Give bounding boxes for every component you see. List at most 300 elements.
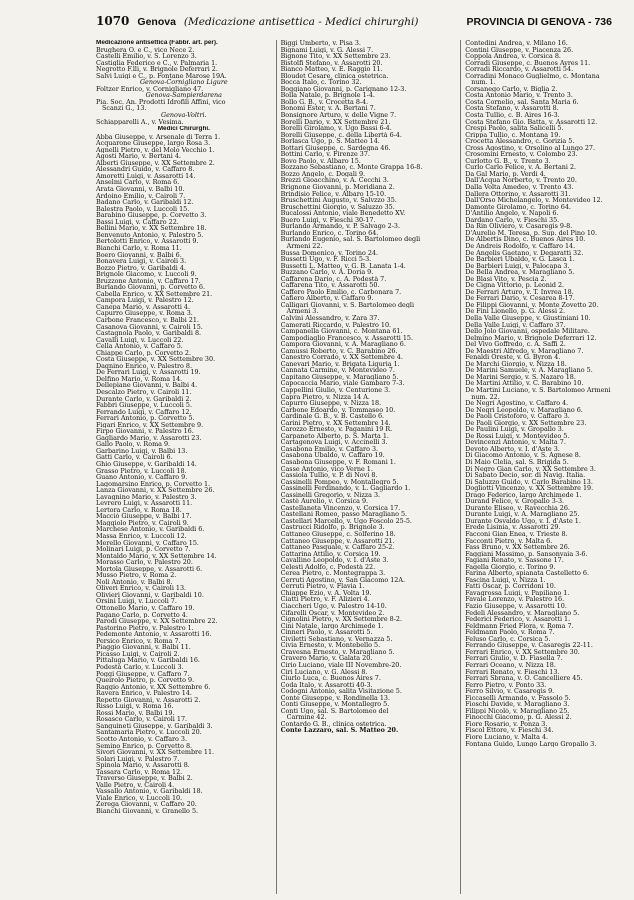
- directory-entry: Fascina Luigi, v. Nizza 1.: [465, 576, 546, 584]
- directory-entry: Cross Agostino, v. Orsolino al Lungo 27.: [465, 144, 595, 152]
- directory-entry: Traverso Giuseppe, v. Balbi 2.: [96, 775, 193, 782]
- directory-entry: Ferro Silvio, v. Casaregis 9.: [465, 688, 555, 695]
- directory-entry: Coda Italo, v. Assarotti 40-3.: [280, 681, 373, 689]
- directory-entry: Buero Luigi, v. Fieschi 30-17.: [280, 216, 376, 224]
- entry-continuation: Armeni 22.: [286, 242, 323, 250]
- directory-entry: De Marchi Giorgio, v. Nizza 18.: [465, 360, 567, 368]
- directory-entry: Carpaneto Alberto, p. S. Marta 1.: [280, 432, 389, 440]
- directory-entry: De Negri Leopoldo, v. Maragliano 6.: [465, 406, 583, 414]
- locality-heading: Genova-Voltri.: [161, 112, 207, 119]
- directory-entry: Cattarina Attilio, v. Corsica 19.: [280, 550, 381, 558]
- directory-entry: Mortola Giuseppe, v. Assarotti 6.: [96, 565, 203, 573]
- directory-entry: Devoto Alberto, v. I. d'Aste 3.: [465, 445, 560, 453]
- directory-entry: Contini Giuseppe, v. Piacenza 26.: [465, 46, 574, 54]
- directory-entry: Canevari Mario, v. Brigata Liguria 1.: [280, 360, 400, 368]
- directory-entry: Capurro Giuseppe, v. Roma 3.: [96, 310, 193, 317]
- directory-entry: Cattaneo Giuseppe, c. Solferino 18.: [280, 531, 396, 538]
- directory-entry: Corsanego Carlo, v. Biglia 2.: [465, 85, 558, 93]
- directory-entry: Barabino Giuseppe, p. Corvetto 3.: [96, 212, 207, 219]
- directory-entry: Dagnino Enrico, v. Palestro 8.: [96, 362, 192, 370]
- directory-entry: De Maestri Alfredo, v. Maragliano 7.: [465, 347, 584, 355]
- directory-entry: Campodiaglio Francesco, v. Assarotti 15.: [280, 334, 414, 342]
- column-1: [96, 40, 277, 894]
- directory-entry: Curlo Carlo Felice, v. A. Bertani 2.: [465, 164, 577, 171]
- directory-entry: Crippa Tullio, c. Montana 19.: [465, 131, 561, 139]
- directory-entry: Ferrari Sbrana, v. O. Cancelliere 45.: [465, 675, 583, 682]
- column-2: [277, 40, 462, 894]
- entry-continuation: Armeni 3.: [286, 308, 319, 315]
- directory-entry: Codogni Antonio, salita Visitazione 5.: [280, 688, 402, 695]
- entry-continuation: num. 1.: [471, 79, 496, 86]
- directory-entry: Ghio Giuseppe, v. Garibaldi 14.: [96, 461, 197, 468]
- directory-entry: Anselmi Carlo, v. Roma 6.: [96, 179, 180, 187]
- directory-entry: Casabona Emilio, v. Caffaro 3.: [280, 445, 379, 453]
- directory-entry: Carbone Francesco, v. Balbi 21.: [96, 316, 199, 324]
- directory-entry: Della Valle Luigi, v. Caffaro 37.: [465, 321, 566, 329]
- directory-entry: Grasso Pietro, v. Luccoli 18.: [96, 467, 187, 475]
- directory-entry: Favagrossa Luigi, v. Papiliano 1.: [465, 589, 570, 597]
- header-province: PROVINCIA DI GENOVA - 736: [466, 16, 612, 28]
- directory-entry: Cartagenova Luigi, v. Accinelli 3.: [280, 439, 388, 446]
- directory-entry: Feluso Carlo, c. Corsica 5.: [465, 635, 551, 643]
- directory-entry: Camussi Roberto, v. C. Barabino 26.: [280, 347, 398, 355]
- directory-entry: Ciri Luciano, v. G. Alessi 8.: [280, 668, 368, 676]
- directory-entry: Agosti Mario, v. Bertani 4.: [96, 153, 181, 160]
- directory-entry: Alessandri Guido, v. Caffaro 8.: [96, 166, 195, 173]
- directory-entry: Carini Pietro, v. XX Settembre 14.: [280, 419, 391, 427]
- locality-heading: Genova-Cornigliano Ligure: [139, 79, 228, 86]
- directory-entry: Brughera O. e C., vico Nece 2.: [96, 46, 195, 54]
- directory-entry: Chiappe Carlo, p. Corvetto 2.: [96, 349, 192, 357]
- directory-entry: Bonsignore Arturo, v. delle Vigne 7.: [280, 112, 397, 119]
- directory-entry: Di Sabato Decio, sor. di Navig. Italia.: [465, 472, 586, 479]
- directory-entry: Badano Carlo, v. Garibaldi 12.: [96, 199, 194, 206]
- directory-entry: De Paoli Cristoforo, v. Caffaro 3.: [465, 413, 570, 420]
- directory-entry: De Blasi Vito, v. Pescia 2.: [465, 275, 547, 283]
- directory-entry: Pagano Carlo, p. Corvetto 4.: [96, 611, 188, 619]
- directory-entry: Del Vivo Goffredo, c. A. Saffi 2.: [465, 341, 566, 348]
- directory-entry: Corradi Riccardo, v. Assarotti 54.: [465, 66, 574, 73]
- directory-entry: Amoretti Luigi, v. Assarotti 14.: [96, 172, 196, 180]
- directory-entry: Guano Antonio, v. Caffaro 9.: [96, 474, 188, 481]
- directory-entry: Crespi Paolo, salita Salicelli 5.: [465, 125, 564, 132]
- directory-entry: Contedini Andrea, v. Milano 16.: [465, 40, 568, 47]
- directory-entry: Della Valle Giuseppe, v. Giustiniani 10.: [465, 314, 591, 322]
- directory-entry: Castellani Romeo, passo Maragliano 5.: [280, 511, 408, 518]
- directory-entry: Parodi Giuseppe, v. XX Settembre 22.: [96, 618, 218, 625]
- directory-entry: Cerruti Agostino, v. San Giacomo 12A.: [280, 576, 405, 584]
- directory-entry: Massa Enrico, v. Luccoli 12.: [96, 533, 187, 540]
- directory-entry: Filippi Nicolò, v. Maragliano 25.: [465, 707, 570, 715]
- directory-entry: Bussetti Ugo, v. F. Ricci 5-3.: [280, 256, 372, 263]
- directory-entry: Erede Lisinia, v. Assarotti 29.: [465, 524, 561, 532]
- directory-entry: Viale Enrico, v. Luccoli 10.: [96, 794, 183, 802]
- directory-entry: De Andreis Rodolfo, v. Caffaro 14.: [465, 242, 576, 250]
- directory-entry: Durante Luigi, v. A. Maragliano 25.: [465, 511, 580, 518]
- directory-entry: Figari Enrico, v. XX Settembre 9.: [96, 421, 204, 429]
- directory-entry: Cafiero Alberto, v. Caffaro 9.: [280, 295, 374, 302]
- directory-entry: De Barbieri Luigi, v. Palocapa 3.: [465, 262, 570, 270]
- directory-entry: Di Maio Clelia, sal. S. Brigida 5.: [465, 459, 569, 466]
- directory-entry: Ferrando Giuseppe, v. Casaregis 22-11.: [465, 642, 593, 649]
- directory-entry: Conti Giuseppe, v. Montallegro 5.: [280, 701, 390, 708]
- directory-entry: Favale Lorenzo, v. Palestro 16.: [465, 596, 565, 604]
- directory-entry: Cassinelli Ferdinando, v. L. Gagliardo 1.: [280, 485, 411, 492]
- directory-entry: De Cigna Vittorio, p. Leonid 2.: [465, 282, 565, 289]
- directory-entry: Da Gal Mario, p. Verdi 4.: [465, 170, 546, 178]
- header-subtitle: (Medicazione antisettica - Medici chirurghi): [183, 16, 419, 28]
- directory-entry: Corradini Monaco Guglielmo, c. Montana: [465, 72, 600, 80]
- directory-entry: Bistolfi Stefano, v. Assarotti 20.: [280, 59, 383, 67]
- directory-entry: Santamaria Pietro, v. Luccoli 20.: [96, 729, 202, 736]
- directory-entry: Molinari Luigi, p. Corvetto 7.: [96, 546, 191, 553]
- directory-entry: Levrero Luigi, v. Assarotti 11.: [96, 500, 193, 507]
- directory-entry: Bussa Domenico, v. Torino 24.: [280, 249, 379, 257]
- directory-entry: Boggiano Giovanni, p. Carignano 12-3.: [280, 85, 407, 93]
- directory-entry: Cella Antonio, v. Caffaro 5.: [96, 343, 183, 350]
- directory-entry: Ferro Pietro, v. Ponto 33.: [465, 681, 547, 689]
- directory-entry: Capra Pietro, v. Nizza 14 A.: [280, 393, 370, 401]
- directory-entry: Morasso Carlo, v. Palestro 20.: [96, 559, 193, 566]
- directory-entry: Bonavera Luigi, v. Cairoli 3.: [96, 258, 187, 265]
- directory-entry: Dallera Ottorino, v. Assarotti 31.: [465, 190, 571, 198]
- directory-entry: Di Giacomo Antonio, v. S. Agnese 8.: [465, 452, 581, 459]
- directory-entry: Brignone Giovanni, p. Meridiana 2.: [280, 184, 395, 191]
- directory-entry: Pia. Soc. An. Prodotti Idrofili Affini, vico: [96, 98, 226, 106]
- directory-entry: Bucalossi Antonio, viale Benedetto XV.: [280, 210, 406, 217]
- directory-entry: Castrucci Ridolfo, p. Brignole 3.: [280, 524, 385, 532]
- directory-entry: Dellepiane Giovanni, v. Balbi 4.: [96, 382, 198, 389]
- directory-entry: Calligari Giovanni, v. S. Bartolomeo degli: [280, 301, 414, 309]
- directory-entry: Fenaldi Oreste, v. G. Byron 4.: [465, 354, 561, 361]
- directory-entry: Cini Natale, largo Archimede 1.: [280, 622, 384, 630]
- directory-entry: Ferrari Renato, v. Fieschi 13.: [465, 668, 560, 676]
- directory-entry: Calvini Alessandro, v. Zara 37.: [280, 314, 380, 322]
- directory-entry: Abba Giuseppe, v. Arsenale di Terra 1.: [96, 133, 221, 141]
- directory-entry: Dall'Orso Michelangelo, v. Montevideo 12.: [465, 197, 603, 204]
- directory-entry: Podestà Carlo, v. Luccoli 3.: [96, 663, 184, 671]
- directory-entry: Queirolo Pietro, p. Corvetto 9.: [96, 677, 195, 684]
- directory-entry: Pittaluga Mario, v. Garibaldi 16.: [96, 657, 200, 664]
- directory-entry: Conte Lazzaro, sal. S. Matteo 20.: [280, 727, 399, 734]
- directory-entry: Brezzi Gioacchino, v. A. Cecchi 3.: [280, 177, 389, 185]
- directory-entry: Fedeli Alessandro, v. Maragliano 5.: [465, 609, 580, 617]
- directory-entry: Conti Ugo, sal. S. Bartolomeo del: [280, 707, 389, 715]
- directory-entry: Bertolotti Enrico, v. Assarotti 9.: [96, 238, 199, 245]
- directory-entry: Repetto Giovanni, v. Assarotti 2.: [96, 696, 201, 704]
- directory-entry: De Ferrari Luigi, v. Assarotti 19.: [96, 369, 201, 376]
- directory-entry: Bassi Luigi, v. Caffaro 22.: [96, 218, 179, 226]
- directory-entry: Bianco Matteo, v. E. Raggio 11.: [280, 66, 383, 73]
- directory-entry: Bruschettini Augusto, v. Salvzzo 35.: [280, 197, 397, 204]
- directory-entry: Damonte Girolamo, c. Torino 64.: [465, 203, 571, 211]
- directory-entry: Fagella Giorgio, c. Torino 9.: [465, 563, 556, 571]
- directory-entry: Ottonello Mario, v. Caffaro 19.: [96, 605, 195, 612]
- directory-entry: De Paulini Luigi, v. Gropallo 3.: [465, 426, 564, 433]
- directory-entry: Di Saluzzo Guido, v. Carlo Barabino 13.: [465, 478, 593, 486]
- directory-entry: De Paoli Giorgio, v. XX Settembre 23.: [465, 419, 587, 427]
- directory-entry: Celesti Adolfo, c. Podestà 22.: [280, 563, 376, 571]
- directory-entry: Rossi Mario, v. Balbi 19.: [96, 709, 175, 717]
- directory-entry: Ferrari Enrico, v. XX Settembre 30.: [465, 648, 580, 656]
- directory-entry: Burlando Giovanni, p. Corvetto 6.: [96, 284, 206, 291]
- directory-entry: Ravera Enrico, v. Palestro 14.: [96, 690, 192, 697]
- directory-entry: Acquarone Giuseppe, largo Rosa 3.: [96, 140, 211, 147]
- entry-continuation: Carmine 42.: [286, 714, 327, 721]
- directory-entry: Facconti Pietro, v. Malta 6.: [465, 537, 553, 545]
- directory-entry: Castiglia Federico e C., v. Palmaria 1.: [96, 59, 218, 67]
- directory-entry: Ferrari Oceano, v. Nizza 18.: [465, 661, 556, 669]
- directory-entry: Costa Antonio Mario, v. Trento 3.: [465, 92, 573, 99]
- directory-entry: Durante Eliseo, v. Ravecchia 26.: [465, 504, 570, 512]
- directory-entry: Pastorino Pietro, v. Palestro 1.: [96, 624, 194, 632]
- directory-entry: Corradi Giuseppe, c. Buenos Ayres 11.: [465, 59, 591, 67]
- directory-entry: Bloudet Cesare, clinica ostetrica.: [280, 72, 389, 80]
- directory-entry: Fiscol Ettore, v. Fieschi 34.: [465, 727, 554, 734]
- directory-entry: Burlando Eugenio, sal. S. Bartolomeo degli: [280, 236, 421, 243]
- directory-entry: Cravesna Ernesto, v. Maragliano 5.: [280, 648, 395, 656]
- directory-entry: Noli Antonio, v. Balbi 8.: [96, 578, 173, 586]
- directory-entry: Marchese Antonio, v. Garibaldi 6.: [96, 526, 205, 534]
- directory-entry: Brignole Giacomo, v. Luccoli 9.: [96, 271, 197, 278]
- directory-entry: Oliveri Enrico, v. Cairoli 13.: [96, 585, 187, 592]
- directory-entry: D'Antilio Angelo, v. Napoli 6.: [465, 210, 559, 217]
- directory-entry: Crocetta Alessandro, c. Gorizia 5.: [465, 138, 575, 145]
- directory-entry: Raggio Antonio, v. XX Settembre 6.: [96, 683, 211, 691]
- directory-entry: Bellini Mario, v. XX Settembre 18.: [96, 225, 207, 232]
- directory-entry: Costa Stefano Gio. Batta, v. Assarotti 12.: [465, 118, 598, 126]
- directory-entry: Bianchi Giovanni, v. Granello 5.: [96, 807, 199, 815]
- directory-entry: Rosasco Carlo, v. Cairoli 17.: [96, 716, 188, 723]
- directory-entry: Montaldo Mario, v. XX Settembre 14.: [96, 552, 217, 560]
- directory-entry: Lertora Carlo, v. Roma 18.: [96, 506, 182, 514]
- directory-entry: Foltzer Enrico, v. Cornigliano 47.: [96, 85, 204, 93]
- directory-entry: Ciurlo Luca, c. Buenos Aires 7.: [280, 675, 381, 682]
- entry-continuation: Scanzi G., 13.: [102, 105, 147, 113]
- directory-entry: De Rossi Luigi, v. Montevideo 5.: [465, 432, 570, 440]
- column-3: [461, 40, 628, 894]
- directory-entry: Devincenzi Antonio, v. Malta 7.: [465, 439, 566, 446]
- directory-entry: Bottari Giuseppe, c. Sardegna 46.: [280, 144, 391, 152]
- directory-entry: Castellari Marcello, v. Ugo Foscolo 25-5.: [280, 517, 412, 525]
- directory-entry: Castelli Emilio, v. S. Lorenzo 3.: [96, 53, 197, 60]
- directory-entry: Lanza Giovanni, v. XX Settembre 26.: [96, 487, 215, 494]
- directory-entry: Cirio Luciano, viale III Novembre-20.: [280, 661, 402, 669]
- directory-entry: Feldmann Fried Flora, v. Roma 7.: [465, 622, 574, 630]
- directory-entry: Castellaneta Vincenzo, v. Corsica 17.: [280, 504, 401, 512]
- directory-entry: Sanguineti Giuseppe, v. Garibaldi 3.: [96, 722, 213, 730]
- directory-entry: Biggi Umberto, v. Pisa 3.: [280, 40, 361, 47]
- directory-entry: Carbone Edoardo, v. Tommaseo 10.: [280, 406, 396, 414]
- directory-entry: Faggiani Massimo, p. Sansonvaia 3-6.: [465, 550, 588, 558]
- directory-entry: Bocca Italo, c. Torino 32.: [280, 79, 362, 86]
- directory-entry: Buzzano Carlo, v. A. Doria 9.: [280, 269, 374, 276]
- directory-entry: Musso Pietro, v. Roma 2.: [96, 572, 177, 579]
- directory-entry: Cignolini Pietro, v. XX Settembre 8-2.: [280, 616, 402, 623]
- directory-entry: Farina Alberto, spianata Castelletto 6.: [465, 570, 590, 577]
- directory-entry: Campanella Giovanni, c. Montana 61.: [280, 328, 403, 335]
- directory-entry: Contardo G. B., clinica ostetrica.: [280, 720, 387, 728]
- directory-entry: Vassallo Antonio, v. Garibaldi 18.: [96, 788, 203, 795]
- directory-entry: Capurro Giuseppe, v. Nizza 18.: [280, 400, 382, 407]
- section-heading: Medici Chirurghi.: [157, 126, 210, 133]
- directory-entry: Ciaccheri Ugo, v. Palestro 14-10.: [280, 603, 387, 610]
- directory-entry: Campora Giovanni, v. A. Maragliano 6.: [280, 341, 406, 348]
- directory-entry: Picasso Luigi, v. Cairoli 2.: [96, 650, 180, 658]
- directory-entry: Delfino Mario, v. Roma 14.: [96, 375, 183, 383]
- directory-entry: Zerega Giovanni, v. Caffaro 20.: [96, 801, 197, 808]
- directory-entry: Durand Felice, v. Gropallo 3-3.: [465, 498, 565, 505]
- directory-entry: Cassinelli Pompeo, v. Montallegro 5.: [280, 478, 399, 486]
- directory-entry: Canestro Corrado, v. XX Settembre 4.: [280, 354, 403, 361]
- directory-entry: Agnelli Pietro, v. del Molo Vecchio 1.: [96, 146, 215, 154]
- directory-entry: Burlando Enrico, c. Torino 64.: [280, 229, 379, 237]
- directory-entry: Cattaneo Giuseppe, v. Assarotti 21.: [280, 537, 395, 545]
- directory-entry: Borelli Giuseppe, c. della Libertà 6-4.: [280, 131, 402, 139]
- directory-entry: Casanova Giovanni, v. Cairoli 15.: [96, 323, 203, 331]
- directory-entry: Valle Pietro, v. Cairoli 4.: [96, 781, 175, 789]
- directory-entry: Balestra Paolo, v. Luccoli 15.: [96, 205, 190, 213]
- directory-entry: Bozzo Angelo, c. Dogali 9.: [280, 170, 366, 178]
- directory-entry: Orsini Luigi, v. Luccoli 7.: [96, 598, 177, 606]
- directory-entry: Merello Giovanni, v. Caffaro 15.: [96, 539, 199, 547]
- directory-entry: Sivori Giovanni, v. XX Settembre 11.: [96, 749, 215, 756]
- directory-entry: Bruzzone Antonio, v. Caffaro 17.: [96, 277, 201, 285]
- directory-entry: De Angelis Gaetano, v. Degaratti 32.: [465, 249, 584, 257]
- directory-entry: Descalzo Pietro, v. Cairoli 11.: [96, 388, 192, 396]
- directory-entry: De Barbieri Ubaldo, v. G. Lasca 1.: [465, 256, 575, 263]
- directory-entry: Fabbri Giuseppe, v. Luccoli 5.: [96, 402, 192, 409]
- directory-entry: Bianchi Carlo, v. Roma 11.: [96, 244, 182, 252]
- directory-entry: Spinola Mario, v. Assarotti 8.: [96, 762, 190, 769]
- directory-entry: Bozzano Sebastiano, c. Monte Grappa 16-8.: [280, 164, 423, 171]
- directory-entry: Fioschi Davide, v. Maragliano 3.: [465, 701, 570, 708]
- directory-entry: Fontana Guido, Lungo Largo Gropallo 3.: [465, 740, 597, 748]
- directory-entry: De Albertis Dino, c. Buenos Aires 10.: [465, 236, 586, 243]
- directory-entry: Casabona Giuseppe, v. F. Romani 1.: [280, 459, 396, 466]
- directory-entry: Negrotto F.lli, v. Brignole Deferrari 2.: [96, 66, 218, 73]
- directory-entry: Garbarino Luigi, v. Balbi 13.: [96, 447, 188, 455]
- directory-entry: Bussetti L. Matteo, v. G. B. Lanata 1-4.: [280, 262, 406, 270]
- directory-entry: Arata Giovanni, v. Balbi 10.: [96, 186, 185, 193]
- directory-entry: Bruschettini Giorgio, v. Saluzzo 35.: [280, 203, 395, 211]
- directory-entry: De Ferrari Arturo, v. T. Invrea 18.: [465, 288, 574, 296]
- directory-entry: Bignone Tito, v. XX Settembre 23.: [280, 53, 391, 60]
- directory-entry: Fazio Giuseppe, v. Assarotti 10.: [465, 603, 567, 610]
- directory-entry: Canepa Mario, v. Assarotti 4.: [96, 303, 191, 311]
- directory-entry: Dogliotti Vincenzo, v. XX Settembre 19.: [465, 485, 594, 492]
- directory-columns: [96, 40, 628, 894]
- directory-entry: Persico Enrico, v. Roma 7.: [96, 637, 181, 645]
- directory-entry: Cannata Carmine, v. Montevideo 7.: [280, 367, 395, 374]
- directory-entry: Benvenuto Antonio, v. Palestro 5.: [96, 231, 204, 239]
- directory-entry: Caffero Paolo Emilio, c. Carbonara 7.: [280, 288, 402, 296]
- directory-entry: Ferrando Luigi, v. Caffaro 12.: [96, 408, 192, 416]
- directory-entry: Casse Antonio, vico Verne 1.: [280, 465, 373, 473]
- directory-entry: Dello Jolo Giovanni, ospedale Militare.: [465, 328, 590, 335]
- directory-entry: Bonomi Ester, v. A. Bertani 7.: [280, 105, 376, 113]
- directory-entry: Cavalli Luigi, v. Luccoli 22.: [96, 336, 184, 344]
- directory-entry: Cardinale G. B., v. B. Castello 6.: [280, 413, 385, 420]
- directory-entry: Lavagnino Mario, v. Palestro 3.: [96, 493, 197, 501]
- directory-entry: Caffarena Tito, v. Assarotti 50.: [280, 282, 380, 289]
- locality-heading: Genova-Sampierdarena: [145, 92, 222, 99]
- directory-entry: Bovo Paolo, v. Albaro 15.: [280, 157, 361, 165]
- page-number: 1070: [96, 14, 130, 28]
- directory-entry: Bozzo Pietro, v. Garibaldi 4.: [96, 264, 186, 272]
- directory-entry: Ferrari Antonio, p. Corvetto 5.: [96, 415, 195, 422]
- directory-entry: Castagnola Paolo, v. Garibaldi 8.: [96, 330, 202, 337]
- directory-entry: Solari Luigi, v. Palestro 7.: [96, 755, 180, 763]
- header-city: Genova: [137, 16, 176, 28]
- directory-entry: De Marini Sergio, v. S. Nazaro 18.: [465, 373, 576, 381]
- directory-entry: Federici Federico, v. Assarotti 1.: [465, 616, 571, 623]
- directory-entry: Fass Bruno, v. XX Settembre 26.: [465, 544, 570, 551]
- directory-entry: Castè Aurelio, v. Corsica 9.: [280, 498, 369, 505]
- directory-entry: Fatti Oscar, p. Corridoni 10.: [465, 583, 556, 590]
- directory-entry: Curlotto G. B., v. Trento 3.: [465, 157, 551, 165]
- directory-entry: De Filippi Giovanni, v. Monte Zovetto 20.: [465, 301, 599, 309]
- directory-entry: Facconi Gian Enea, v. Trieste 8.: [465, 531, 568, 538]
- directory-entry: Delmino Mario, v. Brignole Deferrari 12.: [465, 334, 597, 342]
- directory-entry: Fiore Luciano, v. Malta 4.: [465, 733, 549, 741]
- directory-entry: Burlando Armando, v. P. Salvago 2-3.: [280, 223, 400, 230]
- directory-entry: De Martini Luciano, v. S. Bartolomeo Armeni: [465, 386, 611, 394]
- directory-entry: Di Negro Gian Carlo, v. XX Settembre 3.: [465, 465, 596, 473]
- directory-entry: Civiletti Sebastiano, v. Vernazza 5.: [280, 635, 393, 643]
- directory-entry: De Martini Attilio, v. C. Barabino 10.: [465, 380, 584, 387]
- directory-entry: Costa Tullio, c. B. Aires 16-3.: [465, 112, 560, 119]
- directory-entry: Alberti Giuseppe, v. XX Settembre 2.: [96, 159, 215, 167]
- directory-entry: Cifarelli Oscar, v. Montevideo 2.: [280, 609, 385, 617]
- directory-entry: Durante Osvaldo Ugo, v. I. d'Aste 1.: [465, 517, 581, 525]
- directory-entry: Drago Federico, largo Archimede 1.: [465, 491, 582, 499]
- directory-entry: Coppola Andrea, v. Corsica 8.: [465, 53, 561, 60]
- directory-entry: Olivieri Giovanni, v. Garibaldi 10.: [96, 591, 204, 599]
- directory-entry: Carozzo Ernesto, v. Paganini 19 R.: [280, 426, 393, 433]
- directory-entry: Ardoino Emilio, v. Cairoli 7.: [96, 192, 186, 200]
- directory-entry: Cerruti Pietro, v. Flavia 1.: [280, 583, 365, 590]
- directory-entry: Cattaneo Pasquale, v. Caffaro 25-2.: [280, 544, 395, 551]
- directory-entry: Campora Luigi, v. Palestro 12.: [96, 297, 194, 304]
- directory-entry: De Marini Samuele, v. A. Maragliano 5.: [465, 367, 593, 374]
- directory-entry: De Negri Agostino, v. Caffaro 4.: [465, 400, 569, 407]
- directory-entry: Gallo Paolo, v. Roma 9.: [96, 441, 171, 448]
- directory-entry: Costa Cornelio, sal. Santa Maria 6.: [465, 98, 579, 106]
- directory-entry: Brindisio Felice, v. Albaro 15-10.: [280, 190, 387, 198]
- directory-entry: Dalla Volta Amedeo, v. Trento 43.: [465, 184, 574, 191]
- directory-entry: Caffarena Dario, c. A. Podestà 7.: [280, 275, 387, 283]
- directory-entry: Cassinelli Gregorio, v. Nizza 3.: [280, 491, 381, 499]
- directory-entry: Cerea Pietro, c. Montegrappa 3.: [280, 570, 386, 577]
- directory-entry: Salvi Luigi e C., p. Fontane Marose 19A.: [96, 72, 227, 80]
- directory-entry: Borelli Dario, v. XX Settembre 21.: [280, 118, 391, 126]
- directory-entry: Fiore Rosario, v. Ponza 3.: [465, 720, 548, 728]
- directory-entry: Crosomini Ernesto, v. Colombo 23.: [465, 151, 578, 158]
- directory-entry: Firpo Giovanni, v. Palestro 16.: [96, 428, 194, 435]
- directory-entry: Cinneri Paolo, v. Assarotti 5.: [280, 629, 373, 636]
- directory-entry: Cavallino Leopoldo, v. I. d'Aste 3.: [280, 557, 389, 564]
- directory-entry: Boero Giovanni, v. Balbi 6.: [96, 251, 182, 259]
- directory-entry: Gagliardo Mario, v. Assarotti 23.: [96, 434, 202, 442]
- directory-entry: Finocchi Giacomo, p. G. Alessi 2.: [465, 714, 572, 721]
- directory-entry: Bottini Carlo, v. Firenze 37.: [280, 151, 370, 158]
- directory-entry: Camerati Riccardo, v. Palestro 10.: [280, 321, 392, 329]
- directory-entry: Risso Luigi, v. Roma 16.: [96, 703, 174, 710]
- directory-entry: Poggi Giuseppe, v. Caffaro 7.: [96, 670, 190, 678]
- directory-entry: Bolla Natale, p. Brignole 1-4.: [280, 92, 375, 99]
- directory-entry: Chiappe Ezio, v. A. Volta 19.: [280, 589, 372, 597]
